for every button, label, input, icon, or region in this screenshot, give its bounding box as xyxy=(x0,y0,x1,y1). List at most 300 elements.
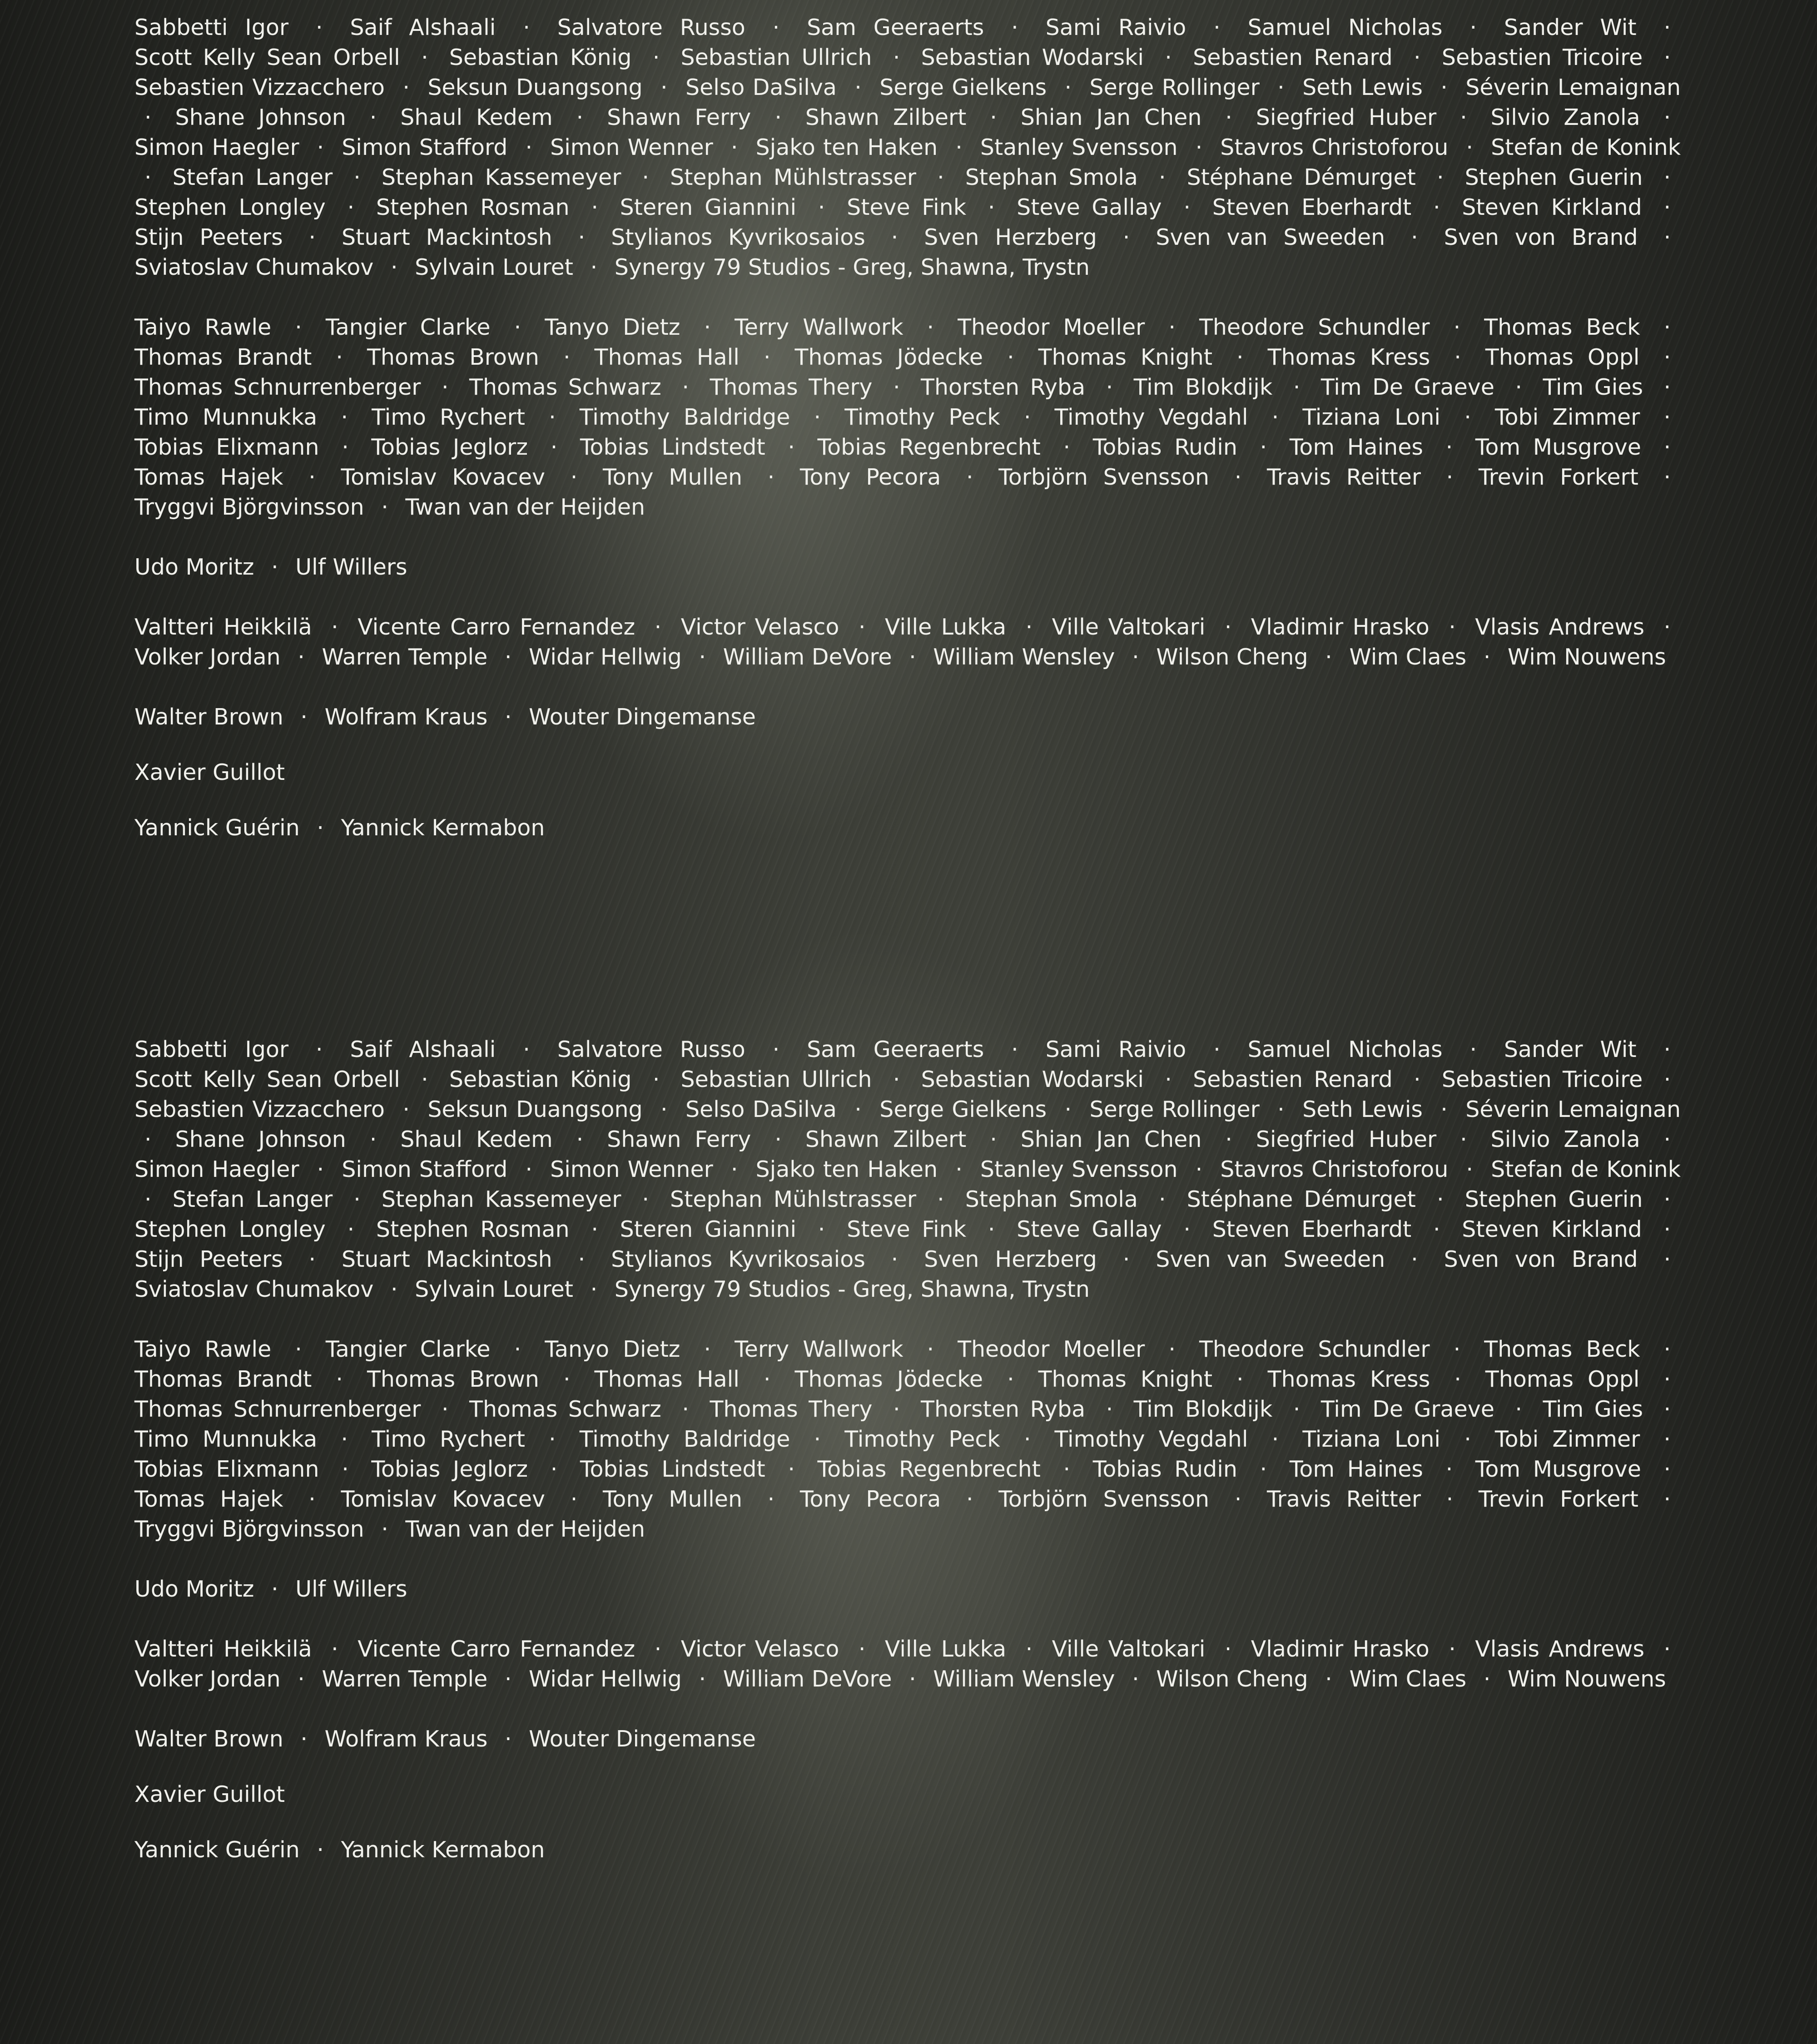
name-separator: · xyxy=(772,15,780,40)
credits-list-lower xyxy=(134,1035,1681,1865)
contributor-name: Thomas Schnurrenberger xyxy=(134,374,421,400)
name-separator: · xyxy=(1454,1366,1461,1392)
name-separator: · xyxy=(955,1156,963,1182)
contributor-name: Timothy Vegdahl xyxy=(1054,1426,1248,1452)
contributor-name: Scott Kelly Sean Orbell xyxy=(134,45,400,70)
name-separator: · xyxy=(295,314,302,340)
contributor-name: Simon Stafford xyxy=(342,134,508,160)
credits-group xyxy=(134,612,1681,672)
contributor-name: Widar Hellwig xyxy=(529,1666,682,1692)
contributor-name: Stephen Rosman xyxy=(376,1216,570,1242)
contributor-name: Synergy 79 Studios - Greg, Shawna, Trystn xyxy=(614,1276,1090,1302)
contributor-name: Tony Pecora xyxy=(799,464,941,490)
name-separator: · xyxy=(144,1126,152,1152)
name-separator: · xyxy=(642,164,649,190)
contributor-name: Saif Alshaali xyxy=(350,1037,496,1062)
name-separator: · xyxy=(1224,614,1232,640)
name-separator: · xyxy=(390,1276,398,1302)
name-separator: · xyxy=(331,1636,338,1662)
contributor-name: Simon Haegler xyxy=(134,1156,299,1182)
contributor-name: Yannick Guérin xyxy=(134,1837,300,1863)
contributor-name: Serge Gielkens xyxy=(879,74,1047,100)
contributor-name: Shaul Kedem xyxy=(400,104,553,130)
contributor-name: Tony Pecora xyxy=(799,1486,941,1512)
contributor-name: Tobias Jeglorz xyxy=(371,1456,528,1482)
contributor-name: Steven Eberhardt xyxy=(1212,1216,1412,1242)
name-separator: · xyxy=(295,1336,302,1362)
contributor-name: Silvio Zanola xyxy=(1490,1126,1640,1152)
name-separator: · xyxy=(441,374,449,400)
contributor-name: Tobias Elixmann xyxy=(134,1456,319,1482)
contributor-name: Thomas Knight xyxy=(1038,1366,1213,1392)
name-separator: · xyxy=(421,45,428,70)
name-separator: · xyxy=(570,1486,578,1512)
contributor-name: Sebastian König xyxy=(449,1067,632,1092)
name-separator: · xyxy=(927,314,934,340)
name-separator: · xyxy=(1007,1366,1014,1392)
name-separator: · xyxy=(699,644,706,670)
contributor-name: Tim Blokdijk xyxy=(1133,1396,1273,1422)
contributor-name: Sebastien Renard xyxy=(1193,45,1393,70)
contributor-name: Stéphane Démurget xyxy=(1187,1186,1416,1212)
contributor-name: Silvio Zanola xyxy=(1490,104,1640,130)
name-separator: · xyxy=(660,1096,668,1122)
contributor-name: Tiziana Loni xyxy=(1302,404,1441,430)
name-separator: · xyxy=(1464,404,1471,430)
name-separator: · xyxy=(1449,614,1456,640)
name-separator: · xyxy=(591,1216,598,1242)
name-separator: · xyxy=(1293,1396,1301,1422)
contributor-name: Xavier Guillot xyxy=(134,759,285,785)
name-separator: · xyxy=(1271,1426,1279,1452)
contributor-name: Stylianos Kyvrikosaios xyxy=(611,1246,865,1272)
contributor-name: Vlasis Andrews xyxy=(1475,1636,1644,1662)
contributor-name: Sebastien Vizzacchero xyxy=(134,1096,385,1122)
credits-list-upper xyxy=(134,13,1681,843)
contributor-name: Sven Herzberg xyxy=(924,1246,1097,1272)
contributor-name: Thomas Brown xyxy=(367,344,539,370)
name-separator: · xyxy=(893,45,900,70)
contributor-name: Ville Lukka xyxy=(884,1636,1007,1662)
name-separator: · xyxy=(271,554,278,580)
contributor-name: Tom Musgrove xyxy=(1475,1456,1641,1482)
name-separator: · xyxy=(1663,1636,1671,1662)
name-separator: · xyxy=(308,1246,316,1272)
name-separator: · xyxy=(990,1126,997,1152)
name-separator: · xyxy=(1663,464,1671,490)
name-separator: · xyxy=(1025,1636,1033,1662)
contributor-name: Thomas Schwarz xyxy=(469,374,661,400)
contributor-name: Steren Giannini xyxy=(620,194,797,220)
name-separator: · xyxy=(300,1726,308,1752)
name-separator: · xyxy=(1466,1156,1473,1182)
contributor-name: Séverin Lemaignan xyxy=(1465,74,1681,100)
contributor-name: Tony Mullen xyxy=(602,1486,742,1512)
contributor-name: Trevin Forkert xyxy=(1478,464,1638,490)
contributor-name: Thomas Beck xyxy=(1484,1336,1640,1362)
name-separator: · xyxy=(1132,1666,1139,1692)
contributor-name: Widar Hellwig xyxy=(529,644,682,670)
name-separator: · xyxy=(1469,1037,1477,1062)
contributor-name: Udo Moritz xyxy=(134,1576,254,1602)
name-separator: · xyxy=(347,1216,355,1242)
name-separator: · xyxy=(1663,1396,1671,1422)
contributor-name: Serge Gielkens xyxy=(879,1096,1047,1122)
contributor-name: Volker Jordan xyxy=(134,1666,281,1692)
name-separator: · xyxy=(1225,1126,1232,1152)
contributor-name: Thomas Hall xyxy=(594,1366,740,1392)
contributor-name: Udo Moritz xyxy=(134,554,254,580)
contributor-name: Tim Gies xyxy=(1543,1396,1643,1422)
contributor-name: Timothy Peck xyxy=(844,404,1000,430)
contributor-name: Thomas Brown xyxy=(367,1366,539,1392)
contributor-name: Theodor Moeller xyxy=(958,314,1145,340)
contributor-name: Victor Velasco xyxy=(680,1636,839,1662)
contributor-name: Twan van der Heijden xyxy=(405,494,645,520)
name-separator: · xyxy=(591,194,598,220)
contributor-name: Volker Jordan xyxy=(134,644,281,670)
name-separator: · xyxy=(1466,134,1473,160)
name-separator: · xyxy=(1165,1067,1172,1092)
name-separator: · xyxy=(563,1366,571,1392)
name-separator: · xyxy=(774,104,782,130)
contributor-name: Sebastien Vizzacchero xyxy=(134,74,385,100)
contributor-name: Serge Rollinger xyxy=(1089,1096,1260,1122)
name-separator: · xyxy=(1236,1366,1244,1392)
name-separator: · xyxy=(1483,1666,1491,1692)
credits-group xyxy=(134,13,1681,283)
contributor-name: Trevin Forkert xyxy=(1478,1486,1638,1512)
contributor-name: Sam Geeraerts xyxy=(807,1037,984,1062)
name-separator: · xyxy=(1234,1486,1242,1512)
credits-group xyxy=(134,758,1681,788)
name-separator: · xyxy=(1446,464,1454,490)
name-separator: · xyxy=(1158,164,1166,190)
contributor-name: Theodore Schundler xyxy=(1199,1336,1430,1362)
name-separator: · xyxy=(854,74,862,100)
contributor-name: Ville Valtokari xyxy=(1052,1636,1206,1662)
contributor-name: Ville Valtokari xyxy=(1052,614,1206,640)
contributor-name: Sven von Brand xyxy=(1444,1246,1638,1272)
name-separator: · xyxy=(988,1216,995,1242)
contributor-name: Sami Raivio xyxy=(1045,15,1187,40)
contributor-name: Stephan Kassemeyer xyxy=(381,164,621,190)
name-separator: · xyxy=(1277,1096,1285,1122)
name-separator: · xyxy=(402,74,410,100)
credits-group xyxy=(134,702,1681,732)
contributor-name: Saif Alshaali xyxy=(350,15,496,40)
contributor-name: Sjako ten Haken xyxy=(755,1156,938,1182)
contributor-name: Simon Haegler xyxy=(134,134,299,160)
contributor-name: Valtteri Heikkilä xyxy=(134,614,312,640)
credits-group xyxy=(134,1724,1681,1754)
contributor-name: Torbjörn Svensson xyxy=(998,464,1210,490)
name-separator: · xyxy=(1436,1186,1444,1212)
name-separator: · xyxy=(1663,1426,1671,1452)
name-separator: · xyxy=(730,134,738,160)
contributor-name: Simon Stafford xyxy=(342,1156,508,1182)
contributor-name: Tobias Regenbrecht xyxy=(817,434,1041,460)
contributor-name: Stanley Svensson xyxy=(980,1156,1178,1182)
name-separator: · xyxy=(1234,464,1242,490)
contributor-name: Torbjörn Svensson xyxy=(998,1486,1210,1512)
name-separator: · xyxy=(1663,1067,1671,1092)
contributor-name: Synergy 79 Studios - Greg, Shawna, Trystn xyxy=(614,254,1090,280)
contributor-name: Warren Temple xyxy=(322,1666,488,1692)
name-separator: · xyxy=(1025,614,1033,640)
contributor-name: William Wensley xyxy=(933,1666,1115,1692)
name-separator: · xyxy=(1663,344,1671,370)
name-separator: · xyxy=(317,1156,324,1182)
contributor-name: Timothy Baldridge xyxy=(579,1426,790,1452)
name-separator: · xyxy=(441,1396,449,1422)
name-separator: · xyxy=(421,1067,428,1092)
contributor-name: Tobi Zimmer xyxy=(1494,1426,1640,1452)
contributor-name: Shane Johnson xyxy=(175,1126,346,1152)
name-separator: · xyxy=(1411,224,1418,250)
contributor-name: Thomas Thery xyxy=(710,1396,873,1422)
name-separator: · xyxy=(317,134,324,160)
contributor-name: Tobias Lindstedt xyxy=(580,1456,765,1482)
contributor-name: Travis Reitter xyxy=(1266,464,1421,490)
contributor-name: Timo Rychert xyxy=(372,1426,525,1452)
name-separator: · xyxy=(1663,1246,1671,1272)
name-separator: · xyxy=(1224,1636,1232,1662)
contributor-name: Shawn Zilbert xyxy=(805,1126,967,1152)
contributor-name: Stephan Kassemeyer xyxy=(381,1186,621,1212)
contributor-name: Thomas Oppl xyxy=(1485,344,1640,370)
contributor-name: Vladimir Hrasko xyxy=(1251,614,1430,640)
contributor-name: Tomislav Kovacev xyxy=(341,1486,546,1512)
contributor-name: Stefan de Konink xyxy=(1491,1156,1681,1182)
name-separator: · xyxy=(1213,15,1221,40)
name-separator: · xyxy=(336,1366,343,1392)
name-separator: · xyxy=(1515,374,1522,400)
name-separator: · xyxy=(1213,1037,1221,1062)
name-separator: · xyxy=(1414,1067,1421,1092)
name-separator: · xyxy=(1663,614,1671,640)
name-separator: · xyxy=(1293,374,1301,400)
name-separator: · xyxy=(331,614,338,640)
contributor-name: Tiziana Loni xyxy=(1302,1426,1441,1452)
name-separator: · xyxy=(704,314,711,340)
name-separator: · xyxy=(1023,1426,1031,1452)
contributor-name: Tobias Rudin xyxy=(1092,434,1237,460)
contributor-name: Wolfram Kraus xyxy=(324,1726,488,1752)
contributor-name: Taiyo Rawle xyxy=(134,314,272,340)
name-separator: · xyxy=(654,1636,662,1662)
contributor-name: Seksun Duangsong xyxy=(427,1096,643,1122)
contributor-name: Thomas Schwarz xyxy=(469,1396,661,1422)
name-separator: · xyxy=(1663,15,1671,40)
name-separator: · xyxy=(730,1156,738,1182)
contributor-name: Stephan Mühlstrasser xyxy=(670,1186,917,1212)
contributor-name: Walter Brown xyxy=(134,704,283,730)
contributor-name: Yannick Kermabon xyxy=(341,815,545,841)
name-separator: · xyxy=(298,644,305,670)
credits-group xyxy=(134,1634,1681,1694)
contributor-name: Victor Velasco xyxy=(680,614,839,640)
name-separator: · xyxy=(990,104,997,130)
contributor-name: Stefan Langer xyxy=(172,1186,333,1212)
name-separator: · xyxy=(341,404,348,430)
contributor-name: Stijn Peeters xyxy=(134,1246,283,1272)
name-separator: · xyxy=(1440,1096,1448,1122)
name-separator: · xyxy=(514,1336,521,1362)
contributor-name: Samuel Nicholas xyxy=(1247,1037,1443,1062)
contributor-name: Tobias Regenbrecht xyxy=(817,1456,1041,1482)
name-separator: · xyxy=(504,1666,512,1692)
contributor-name: Tobias Lindstedt xyxy=(580,434,765,460)
name-separator: · xyxy=(818,1216,825,1242)
name-separator: · xyxy=(763,1366,771,1392)
contributor-name: Stephen Longley xyxy=(134,1216,326,1242)
contributor-name: Wilson Cheng xyxy=(1156,644,1308,670)
name-separator: · xyxy=(1449,1636,1456,1662)
name-separator: · xyxy=(858,614,866,640)
name-separator: · xyxy=(1460,104,1467,130)
contributor-name: Stylianos Kyvrikosaios xyxy=(611,224,865,250)
contributor-name: William Wensley xyxy=(933,644,1115,670)
contributor-name: Shawn Ferry xyxy=(607,1126,751,1152)
name-separator: · xyxy=(336,344,343,370)
contributor-name: Stuart Mackintosh xyxy=(342,1246,552,1272)
contributor-name: Steven Eberhardt xyxy=(1212,194,1412,220)
contributor-name: Stephen Guerin xyxy=(1465,164,1643,190)
contributor-name: Sylvain Louret xyxy=(415,254,573,280)
contributor-name: Theodor Moeller xyxy=(958,1336,1145,1362)
contributor-name: Steve Fink xyxy=(847,1216,967,1242)
name-separator: · xyxy=(1064,74,1072,100)
contributor-name: Sven Herzberg xyxy=(924,224,1097,250)
name-separator: · xyxy=(966,1486,973,1512)
contributor-name: Sami Raivio xyxy=(1045,1037,1187,1062)
name-separator: · xyxy=(654,614,662,640)
name-separator: · xyxy=(315,1037,323,1062)
contributor-name: Tanyo Dietz xyxy=(545,1336,680,1362)
name-separator: · xyxy=(1663,1336,1671,1362)
name-separator: · xyxy=(1122,1246,1130,1272)
contributor-name: Wolfram Kraus xyxy=(324,704,488,730)
name-separator: · xyxy=(1195,134,1203,160)
name-separator: · xyxy=(1195,1156,1203,1182)
contributor-name: Thorsten Ryba xyxy=(921,1396,1086,1422)
name-separator: · xyxy=(937,1186,944,1212)
contributor-name: Theodore Schundler xyxy=(1199,314,1430,340)
contributor-name: Selso DaSilva xyxy=(685,1096,837,1122)
name-separator: · xyxy=(893,1396,900,1422)
contributor-name: Salvatore Russo xyxy=(557,1037,745,1062)
contributor-name: Sven von Brand xyxy=(1444,224,1638,250)
name-separator: · xyxy=(1168,1336,1176,1362)
contributor-name: Vladimir Hrasko xyxy=(1251,1636,1430,1662)
name-separator: · xyxy=(772,1037,780,1062)
contributor-name: Thomas Oppl xyxy=(1485,1366,1640,1392)
name-separator: · xyxy=(893,374,900,400)
name-separator: · xyxy=(966,464,973,490)
contributor-name: Warren Temple xyxy=(322,644,488,670)
name-separator: · xyxy=(390,254,398,280)
contributor-name: Sjako ten Haken xyxy=(755,134,938,160)
credits-group xyxy=(134,313,1681,522)
name-separator: · xyxy=(652,1067,660,1092)
name-separator: · xyxy=(660,74,668,100)
name-separator: · xyxy=(315,15,323,40)
name-separator: · xyxy=(699,1666,706,1692)
name-separator: · xyxy=(1277,74,1285,100)
name-separator: · xyxy=(549,404,556,430)
contributor-name: Sebastian Wodarski xyxy=(921,1067,1144,1092)
contributor-name: Thomas Knight xyxy=(1038,344,1213,370)
contributor-name: Tomislav Kovacev xyxy=(341,464,546,490)
name-separator: · xyxy=(767,1486,775,1512)
name-separator: · xyxy=(1236,344,1244,370)
name-separator: · xyxy=(1446,1486,1454,1512)
contributor-name: Shawn Ferry xyxy=(607,104,751,130)
contributor-name: Vicente Carro Fernandez xyxy=(357,614,635,640)
name-separator: · xyxy=(381,494,388,520)
name-separator: · xyxy=(1106,1396,1113,1422)
name-separator: · xyxy=(1663,224,1671,250)
contributor-name: Thorsten Ryba xyxy=(921,374,1086,400)
contributor-name: Steve Gallay xyxy=(1017,1216,1162,1242)
name-separator: · xyxy=(1106,374,1113,400)
name-separator: · xyxy=(1433,1216,1440,1242)
contributor-name: Stavros Christoforou xyxy=(1220,134,1449,160)
name-separator: · xyxy=(893,1067,900,1092)
contributor-name: Travis Reitter xyxy=(1266,1486,1421,1512)
name-separator: · xyxy=(1064,1096,1072,1122)
name-separator: · xyxy=(682,1396,689,1422)
contributor-name: Salvatore Russo xyxy=(557,15,745,40)
name-separator: · xyxy=(909,1666,916,1692)
name-separator: · xyxy=(988,194,995,220)
contributor-name: Sebastian Ullrich xyxy=(680,1067,872,1092)
contributor-name: Sam Geeraerts xyxy=(807,15,984,40)
name-separator: · xyxy=(1325,1666,1332,1692)
name-separator: · xyxy=(1414,45,1421,70)
name-separator: · xyxy=(369,1126,377,1152)
contributor-name: Seth Lewis xyxy=(1302,1096,1423,1122)
name-separator: · xyxy=(570,464,578,490)
contributor-name: Tobias Elixmann xyxy=(134,434,319,460)
contributor-name: Sabbetti Igor xyxy=(134,1037,289,1062)
contributor-name: Tim Blokdijk xyxy=(1133,374,1273,400)
name-separator: · xyxy=(342,434,349,460)
contributor-name: Yannick Kermabon xyxy=(341,1837,545,1863)
contributor-name: Twan van der Heijden xyxy=(405,1516,645,1542)
contributor-name: Tryggvi Björgvinsson xyxy=(134,494,364,520)
contributor-name: Tangier Clarke xyxy=(325,1336,491,1362)
name-separator: · xyxy=(308,224,316,250)
name-separator: · xyxy=(369,104,377,130)
contributor-name: Tangier Clarke xyxy=(325,314,491,340)
name-separator: · xyxy=(308,1486,316,1512)
contributor-name: Vicente Carro Fernandez xyxy=(357,1636,635,1662)
contributor-name: Sylvain Louret xyxy=(415,1276,573,1302)
contributor-name: Stephen Guerin xyxy=(1465,1186,1643,1212)
name-separator: · xyxy=(525,134,533,160)
name-separator: · xyxy=(955,134,963,160)
contributor-name: Scott Kelly Sean Orbell xyxy=(134,1067,400,1092)
contributor-name: Thomas Jödecke xyxy=(794,1366,983,1392)
contributor-name: Thomas Schnurrenberger xyxy=(134,1396,421,1422)
contributor-name: Sven van Sweeden xyxy=(1156,224,1385,250)
contributor-name: Wim Nouwens xyxy=(1507,644,1666,670)
contributor-name: Timo Munnukka xyxy=(134,1426,318,1452)
name-separator: · xyxy=(1325,644,1332,670)
contributor-name: Thomas Beck xyxy=(1484,314,1640,340)
